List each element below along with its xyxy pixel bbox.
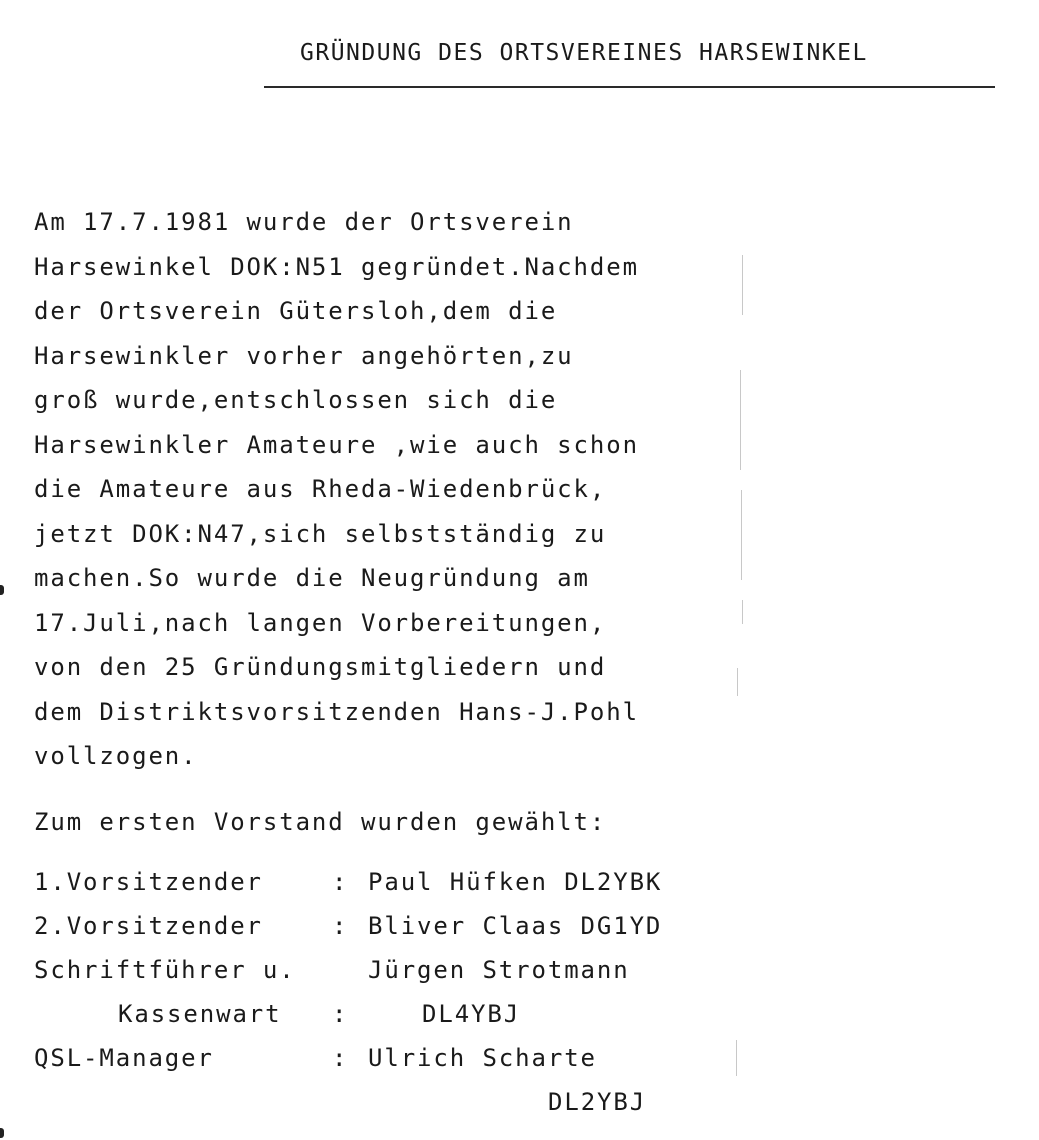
board-row-chair xyxy=(34,860,734,904)
board-role: 2.Vorsitzender xyxy=(34,912,263,940)
body-line: vollzogen. xyxy=(34,742,198,770)
board-name: Bliver Claas DG1YD xyxy=(368,912,663,940)
body-line: 17.Juli,nach langen Vorbereitungen, xyxy=(34,608,607,637)
board-intro: Zum ersten Vorstand wurden gewählt: xyxy=(34,808,607,836)
binding-mark xyxy=(0,1128,4,1138)
board-role: QSL-Manager xyxy=(34,1044,214,1072)
board-colon: : xyxy=(332,1044,349,1072)
body-line: Harsewinkler vorher angehörten,zu xyxy=(34,341,574,370)
body-line: groß wurde,entschlossen sich die xyxy=(34,386,558,414)
body-paragraph xyxy=(34,200,734,779)
board-name: DL2YBJ xyxy=(548,1088,647,1116)
board-row-treasurer xyxy=(34,992,734,1036)
board-role: Kassenwart xyxy=(118,1000,282,1028)
board-row-qsl-manager xyxy=(34,1036,734,1080)
binding-mark xyxy=(0,585,4,595)
board-row-vice-chair xyxy=(34,904,734,948)
board-name: DL4YBJ xyxy=(422,1000,521,1028)
board-role: Schriftführer u. xyxy=(34,956,296,984)
scan-artifact xyxy=(741,490,742,580)
body-line: Am 17.7.1981 wurde der Ortsverein xyxy=(34,208,574,236)
board-colon: : xyxy=(332,1000,349,1028)
board-name: Jürgen Strotmann xyxy=(368,956,630,984)
body-line: Harsewinkler Amateure ,wie auch schon xyxy=(34,430,639,459)
board-row-qsl-callsign xyxy=(34,1080,734,1124)
board-colon: : xyxy=(332,912,349,940)
scan-artifact xyxy=(736,1040,737,1076)
board-list xyxy=(34,860,734,1124)
scan-artifact xyxy=(742,255,743,315)
title-underline xyxy=(264,86,995,88)
body-line: jetzt DOK:N47,sich selbstständig zu xyxy=(34,519,607,548)
board-row-secretary xyxy=(34,948,734,992)
scan-artifact xyxy=(740,370,741,470)
scan-artifact xyxy=(737,668,738,696)
page-title: GRÜNDUNG DES ORTSVEREINES HARSEWINKEL xyxy=(300,40,868,66)
board-name: Ulrich Scharte xyxy=(368,1044,597,1072)
body-line: von den 25 Gründungsmitgliedern und xyxy=(34,653,607,681)
body-line: dem Distriktsvorsitzenden Hans-J.Pohl xyxy=(34,697,639,726)
board-role: 1.Vorsitzender xyxy=(34,868,263,896)
board-name: Paul Hüfken DL2YBK xyxy=(368,868,663,896)
body-line: machen.So wurde die Neugründung am xyxy=(34,564,590,592)
scan-artifact xyxy=(742,600,743,624)
body-line: Harsewinkel DOK:N51 gegründet.Nachdem xyxy=(34,252,639,281)
body-line: der Ortsverein Gütersloh,dem die xyxy=(34,297,558,325)
body-line: die Amateure aus Rheda-Wiedenbrück, xyxy=(34,475,607,503)
board-colon: : xyxy=(332,868,349,896)
